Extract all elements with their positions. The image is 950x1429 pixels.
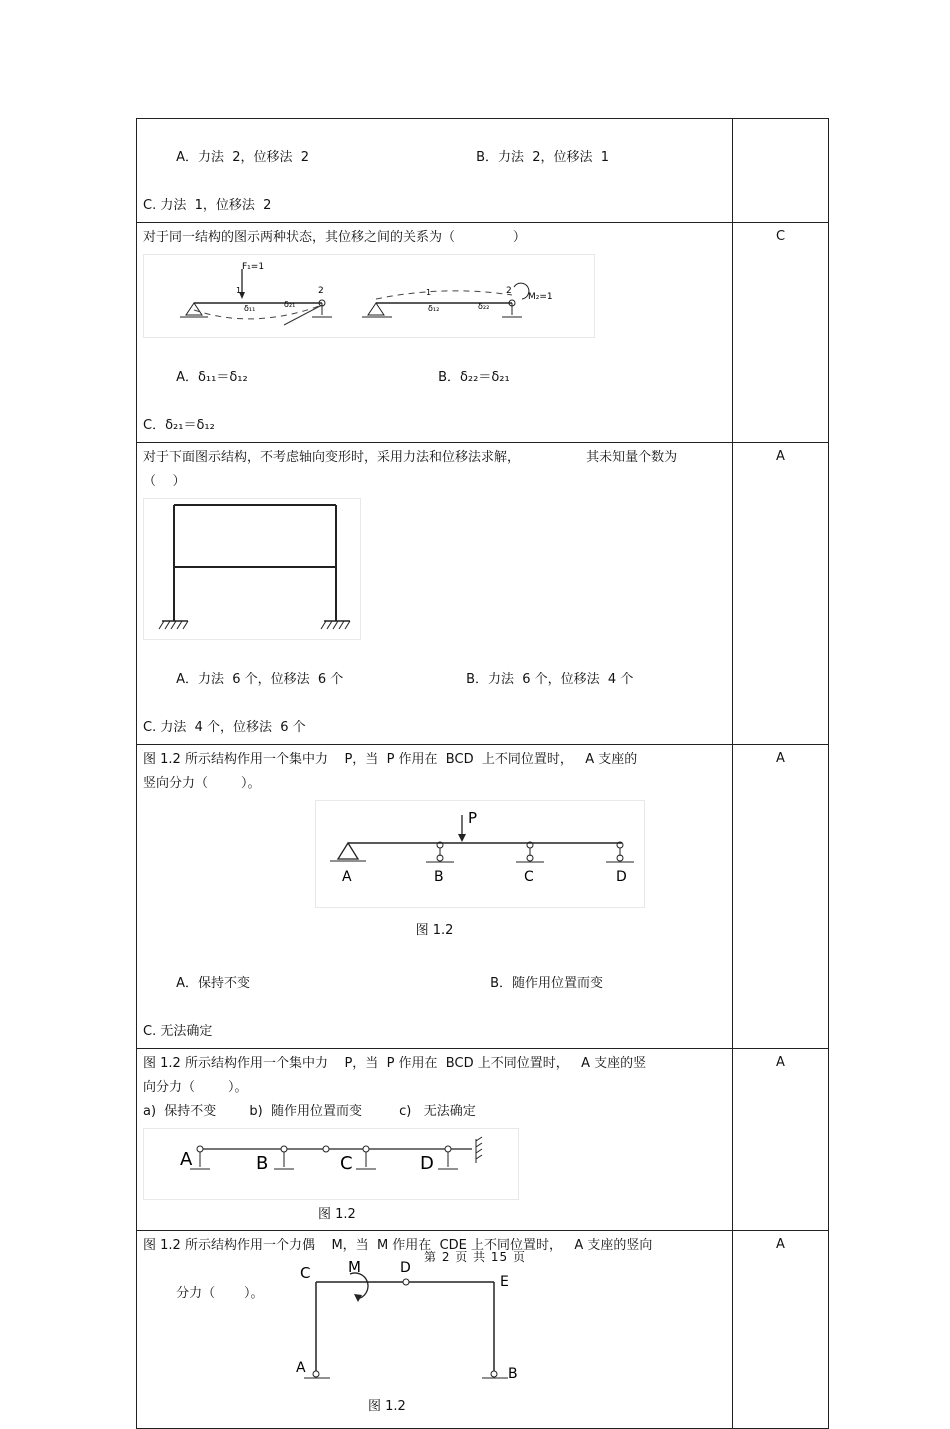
delta-label: δ₁₂ [428,304,440,313]
node-label: 2 [506,286,512,296]
deflection-curve [194,305,322,319]
answer-cell: A [733,1231,829,1429]
options-line [143,644,726,716]
option-c: C. 力法 1，位移法 2 [143,198,272,213]
figure-caption: 图 1.2 [318,1207,356,1222]
node-label: D [400,1260,411,1276]
question-row-2 [137,223,829,443]
question-text-with-figure [143,1258,726,1382]
option-c: C. 无法确定 [143,1024,213,1039]
support-label: D [420,1153,434,1174]
moment-label: M [348,1258,361,1276]
portal-frame-figure [284,1248,536,1392]
continuous-beam-figure [315,800,645,908]
hatch-left [159,621,188,629]
question-cell [137,1049,733,1231]
options-line [143,122,726,194]
hatch-right [321,621,350,629]
question-table [136,118,829,1429]
moment-label: M₂=1 [528,292,553,302]
arrow-head [458,834,466,842]
load-label: F₁=1 [242,262,265,272]
pin-support [186,303,202,315]
node-label: 2 [318,286,324,296]
answer-cell: A [733,745,829,1049]
option-a: A．力法 2，位移法 2 [176,150,310,165]
moment-arrow [514,283,529,299]
question-row-5 [137,1049,829,1231]
question-row-3 [137,443,829,745]
answer-cell: A [733,1049,829,1231]
option-b: B．力法 2，位移法 1 [476,150,610,165]
question-cell [137,119,733,223]
option-b: B．随作用位置而变 [490,976,603,991]
node-label: 1 [236,286,242,295]
support-label: A [180,1149,193,1170]
node-a [197,1146,203,1152]
pin-support [368,303,384,315]
question-text: （ ） [143,474,186,489]
support-label: C [340,1153,353,1174]
node-label: 1 [426,288,432,297]
hinged-beam-figure [143,1128,519,1200]
hinge-b [491,1371,497,1377]
support-label: B [256,1153,269,1174]
delta-label: δ₂₁ [284,300,296,309]
support-label: A [296,1360,306,1376]
load-label: P [468,809,478,827]
deflection-curve [376,291,512,299]
answer-cell [733,119,829,223]
option-c: C．δ₂₁＝δ₁₂ [143,418,215,433]
delta-label: δ₁₁ [244,304,256,313]
question-text: 向分力（ ）。 [143,1080,248,1095]
middle-hinge [323,1146,329,1152]
question-cell [137,443,733,745]
support-label: B [434,869,444,885]
displacement-states-figure [143,254,595,338]
support-label: D [616,869,627,885]
node-label: E [500,1274,509,1290]
options-line [143,948,726,1020]
option-b: B．δ₂₂＝δ₂₁ [438,370,510,385]
answer-cell: A [733,443,829,745]
question-text: 图 1.2 所示结构作用一个集中力 P，当 P 作用在 BCD 上不同位置时， A 支座的竖 [143,1056,647,1071]
delta-label: δ₂₂ [478,302,490,311]
support-label: B [508,1366,518,1382]
node-d [445,1146,451,1152]
figure-caption: 图 1.2 [368,1399,406,1414]
node-b [281,1146,287,1152]
hinge-d [403,1279,409,1285]
question-text: 图 1.2 所示结构作用一个力偶 M，当 M 作用在 CDE 上不同位置时， A 支座的竖向 [143,1238,653,1253]
option-a: A．力法 6 个，位移法 6 个 [176,672,344,687]
option-a: A．δ₁₁＝δ₁₂ [176,370,248,385]
option-c: C. 力法 4 个，位移法 6 个 [143,720,306,735]
pin-support-a [338,843,358,859]
question-row-1 [137,119,829,223]
question-text: 分力（ ）。 [176,1286,264,1301]
question-text: 对于同一结构的图示两种状态，其位移之间的关系为（ ） [143,230,526,245]
options-line [143,342,726,414]
figure-caption: 图 1.2 [415,923,454,938]
question-cell [137,745,733,1049]
question-row-4 [137,745,829,1049]
question-text: 图 1.2 所示结构作用一个集中力 P，当 P 作用在 BCD 上不同位置时， A 支座的 [143,752,638,767]
hatch-end [476,1137,482,1159]
option-a: A．保持不变 [176,976,250,991]
answer-cell: C [733,223,829,443]
support-label: C [524,869,534,885]
node-label: C [300,1264,311,1282]
page-footer: 第 2 页 共 15 页 [424,1250,526,1264]
question-text: 对于下面图示结构，不考虑轴向变形时，采用力法和位移法求解， 其未知量个数为 [143,450,678,465]
node-c [363,1146,369,1152]
question-cell [137,223,733,443]
moment-arrow [350,1273,368,1298]
two-storey-frame-figure [143,498,361,640]
option-b: B．力法 6 个，位移法 4 个 [466,672,634,687]
hinge-a [313,1371,319,1377]
question-text: 竖向分力（ ）。 [143,776,261,791]
options-line: a) 保持不变 b) 随作用位置而变 c) 无法确定 [143,1104,476,1119]
support-label: A [342,869,352,885]
